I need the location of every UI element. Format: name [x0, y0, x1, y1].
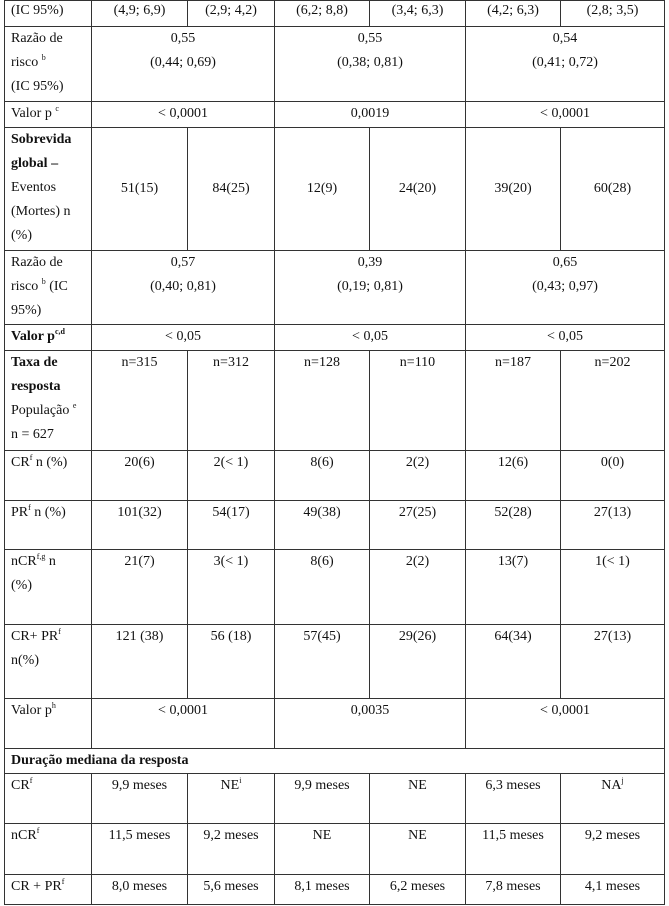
- duration-cell: $NE^i$: [188, 774, 275, 824]
- duration-cell: NE: [370, 824, 466, 875]
- os-cell: 39(20): [466, 128, 561, 251]
- ncr-cell: 21(7): [92, 550, 188, 625]
- cr-pr-cell: 57(45): [275, 625, 370, 699]
- duration-cell: NE: [370, 774, 466, 824]
- population-cell: n=128: [275, 351, 370, 451]
- row-label: Razão de risco $^b$ (IC 95%): [5, 27, 92, 102]
- row-label: Taxa de resposta População $^e$ n = 627: [5, 351, 92, 451]
- row-label: $CR^f$: [5, 774, 92, 824]
- pr-cell: 52(28): [466, 501, 561, 550]
- duration-cell: 7,8 meses: [466, 875, 561, 905]
- hazard-ratio-row: [5, 27, 665, 102]
- cr-cell: 0(0): [561, 451, 665, 501]
- duration-cell: 6,3 meses: [466, 774, 561, 824]
- row-label: Razão de risco $^b$ (IC 95%): [5, 251, 92, 325]
- hr-group: 0,65 (0,43; 0,97): [466, 251, 665, 325]
- p-value: < 0,0001: [466, 102, 665, 128]
- hr-group: 0,39 (0,19; 0,81): [275, 251, 466, 325]
- row-label: (IC 95%): [5, 1, 92, 27]
- hr-group: 0,54 (0,41; 0,72): [466, 27, 665, 102]
- row-label: $CR^f$ n (%): [5, 451, 92, 501]
- ncr-cell: 1(< 1): [561, 550, 665, 625]
- row-label: nCR$^{f,g}$ n (%): [5, 550, 92, 625]
- hazard-ratio-row: [5, 251, 665, 325]
- pr-cell: 101(32): [92, 501, 188, 550]
- cr-cell: 12(6): [466, 451, 561, 501]
- ncr-cell: 2(2): [370, 550, 466, 625]
- row-label: Valor $p^h$: [5, 699, 92, 749]
- os-cell: 24(20): [370, 128, 466, 251]
- row-label: Valor $p^{c,d}$: [5, 325, 92, 351]
- duration-cell: $NA^j$: [561, 774, 665, 824]
- pr-cell: 49(38): [275, 501, 370, 550]
- duration-header-row: [5, 749, 665, 774]
- ci-cell: (3,4; 6,3): [370, 1, 466, 27]
- population-cell: n=202: [561, 351, 665, 451]
- duration-cell: 9,2 meses: [188, 824, 275, 875]
- cr-pr-cell: 56 (18): [188, 625, 275, 699]
- ci-cell: (4,2; 6,3): [466, 1, 561, 27]
- ci-cell: (2,8; 3,5): [561, 1, 665, 27]
- hr-group: 0,55 (0,44; 0,69): [92, 27, 275, 102]
- p-value: 0,0035: [275, 699, 466, 749]
- duration-cell: 11,5 meses: [466, 824, 561, 875]
- p-value: < 0,05: [275, 325, 466, 351]
- results-table: [4, 0, 665, 905]
- cr-pr-cell: 29(26): [370, 625, 466, 699]
- ncr-cell: 8(6): [275, 550, 370, 625]
- cr-cell: 8(6): [275, 451, 370, 501]
- duration-cell: 9,9 meses: [92, 774, 188, 824]
- duration-cell: NE: [275, 824, 370, 875]
- p-value: < 0,05: [92, 325, 275, 351]
- response-rate-row: [5, 351, 665, 451]
- section-heading: Duração mediana da resposta: [5, 749, 665, 774]
- duration-cell: 9,2 meses: [561, 824, 665, 875]
- cr-pr-cell: 121 (38): [92, 625, 188, 699]
- row-label: nCR$^f$: [5, 824, 92, 875]
- pr-cell: 27(25): [370, 501, 466, 550]
- row-label: Valor p $^c$: [5, 102, 92, 128]
- ci-cell: (2,9; 4,2): [188, 1, 275, 27]
- ci-cell: (4,9; 6,9): [92, 1, 188, 27]
- duration-cell: 4,1 meses: [561, 875, 665, 905]
- duration-cell: 6,2 meses: [370, 875, 466, 905]
- population-cell: n=110: [370, 351, 466, 451]
- p-value-row: [5, 699, 665, 749]
- duration-ncr-row: [5, 824, 665, 875]
- population-cell: n=315: [92, 351, 188, 451]
- ci-cell: (6,2; 8,8): [275, 1, 370, 27]
- os-cell: 51(15): [92, 128, 188, 251]
- row-label: $CR+ PR^f$ n(%): [5, 625, 92, 699]
- duration-cell: 8,1 meses: [275, 875, 370, 905]
- row-label: $PR^f$ n (%): [5, 501, 92, 550]
- p-value: < 0,05: [466, 325, 665, 351]
- p-value-row: [5, 102, 665, 128]
- hr-group: 0,55 (0,38; 0,81): [275, 27, 466, 102]
- cr-cell: 2(2): [370, 451, 466, 501]
- pr-cell: 27(13): [561, 501, 665, 550]
- os-cell: 84(25): [188, 128, 275, 251]
- duration-cell: 11,5 meses: [92, 824, 188, 875]
- ci-row: [5, 1, 665, 27]
- duration-cr-row: [5, 774, 665, 824]
- p-value-row: [5, 325, 665, 351]
- p-value: 0,0019: [275, 102, 466, 128]
- population-cell: n=187: [466, 351, 561, 451]
- overall-survival-row: [5, 128, 665, 251]
- cr-pr-cell: 27(13): [561, 625, 665, 699]
- cr-cell: 2(< 1): [188, 451, 275, 501]
- population-cell: n=312: [188, 351, 275, 451]
- ncr-row: [5, 550, 665, 625]
- cr-pr-cell: 64(34): [466, 625, 561, 699]
- p-value: < 0,0001: [92, 102, 275, 128]
- cr-cell: 20(6): [92, 451, 188, 501]
- pr-cell: 54(17): [188, 501, 275, 550]
- duration-cell: 5,6 meses: [188, 875, 275, 905]
- duration-cell: 9,9 meses: [275, 774, 370, 824]
- p-value: < 0,0001: [92, 699, 275, 749]
- ncr-cell: 3(< 1): [188, 550, 275, 625]
- os-cell: 12(9): [275, 128, 370, 251]
- hr-group: 0,57 (0,40; 0,81): [92, 251, 275, 325]
- pr-row: [5, 501, 665, 550]
- row-label: Sobrevida global – Eventos (Mortes) n (%): [5, 128, 92, 251]
- duration-cell: 8,0 meses: [92, 875, 188, 905]
- p-value: < 0,0001: [466, 699, 665, 749]
- os-cell: 60(28): [561, 128, 665, 251]
- ncr-cell: 13(7): [466, 550, 561, 625]
- cr-row: [5, 451, 665, 501]
- duration-cr-pr-row: [5, 875, 665, 905]
- row-label: CR + $PR^f$: [5, 875, 92, 905]
- cr-pr-row: [5, 625, 665, 699]
